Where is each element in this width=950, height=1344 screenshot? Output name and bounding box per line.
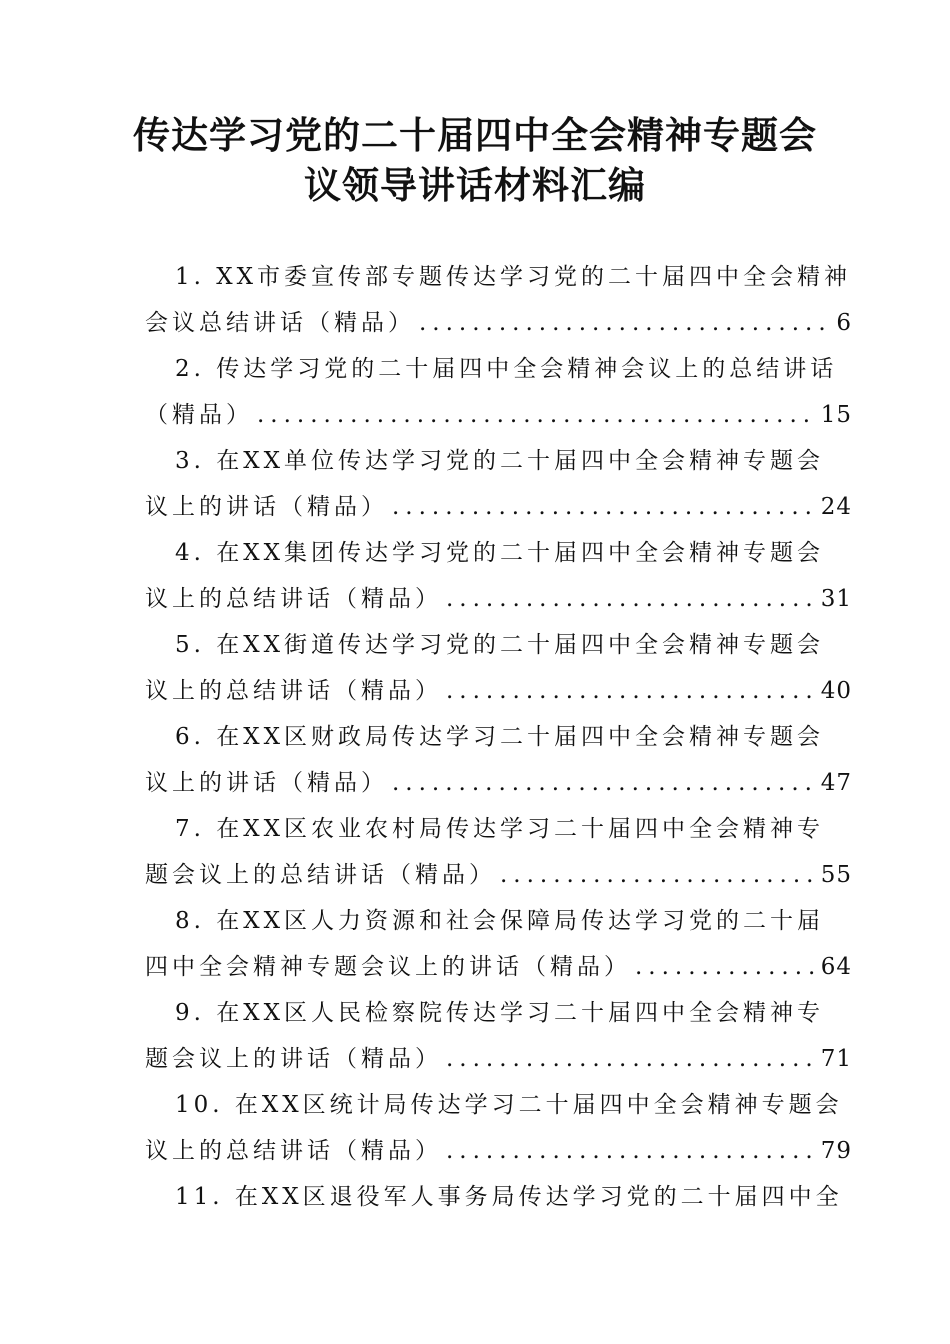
toc-leader-dots [446, 1128, 817, 1174]
toc-entry-7-line-2[interactable] [145, 852, 852, 898]
toc-entry-3-line-2[interactable] [145, 484, 852, 530]
toc-entry-6-page: 47 [820, 770, 852, 796]
toc-entry-3-text: 议上的讲话（精品） [145, 494, 388, 520]
toc-leader-dots [257, 392, 817, 438]
title-line-2: 议领导讲话材料汇编 [304, 163, 646, 207]
toc-entry-7-page: 55 [820, 862, 852, 888]
toc-entry-2-text: （精品） [145, 402, 253, 428]
toc-leader-dots [419, 300, 832, 346]
toc-entry-5-page: 40 [820, 678, 852, 704]
toc-entry-1-line-2[interactable] [145, 300, 852, 346]
toc-entry-8-line-1[interactable]: 8. 在XX区人力资源和社会保障局传达学习党的二十届 [175, 908, 825, 934]
toc-leader-dots [635, 944, 817, 990]
toc-entry-5-line-2[interactable] [145, 668, 852, 714]
toc-entry-8-line-2[interactable] [145, 944, 852, 990]
toc-entry-9-page: 71 [820, 1046, 852, 1072]
toc-leader-dots [446, 576, 817, 622]
toc-entry-2-page: 15 [820, 402, 852, 428]
toc-entry-5-text: 议上的总结讲话（精品） [145, 678, 442, 704]
toc-entry-8-text: 四中全会精神专题会议上的讲话（精品） [145, 954, 631, 980]
toc-leader-dots [392, 760, 817, 806]
toc-entry-4-line-2[interactable] [145, 576, 852, 622]
toc-entry-10-text: 议上的总结讲话（精品） [145, 1138, 442, 1164]
toc-leader-dots [446, 668, 817, 714]
toc-entry-1-line-1[interactable]: 1. XX市委宣传部专题传达学习党的二十届四中全会精神 [175, 264, 852, 290]
table-of-contents [145, 254, 852, 1220]
toc-entry-2-line-2[interactable] [145, 392, 852, 438]
toc-entry-6-line-1[interactable]: 6. 在XX区财政局传达学习二十届四中全会精神专题会 [175, 724, 825, 750]
toc-entry-10-line-1[interactable]: 10. 在XX区统计局传达学习二十届四中全会精神专题会 [175, 1092, 843, 1118]
toc-entry-1-text: 会议总结讲话（精品） [145, 310, 415, 336]
toc-entry-3-line-1[interactable]: 3. 在XX单位传达学习党的二十届四中全会精神专题会 [175, 448, 825, 474]
toc-entry-3-page: 24 [820, 494, 852, 520]
toc-entry-4-page: 31 [820, 586, 852, 612]
toc-entry-1-page: 6 [836, 310, 852, 336]
toc-entry-8-page: 64 [820, 954, 852, 980]
toc-entry-6-line-2[interactable] [145, 760, 852, 806]
toc-entry-9-text: 题会议上的讲话（精品） [145, 1046, 442, 1072]
toc-leader-dots [446, 1036, 817, 1082]
toc-entry-7-text: 题会议上的总结讲话（精品） [145, 862, 496, 888]
toc-entry-4-line-1[interactable]: 4. 在XX集团传达学习党的二十届四中全会精神专题会 [175, 540, 825, 566]
document-title [0, 110, 950, 210]
toc-entry-6-text: 议上的讲话（精品） [145, 770, 388, 796]
toc-entry-10-line-2[interactable] [145, 1128, 852, 1174]
toc-entry-5-line-1[interactable]: 5. 在XX街道传达学习党的二十届四中全会精神专题会 [175, 632, 825, 658]
toc-entry-2-line-1[interactable]: 2. 传达学习党的二十届四中全会精神会议上的总结讲话 [175, 356, 838, 382]
toc-entry-9-line-1[interactable]: 9. 在XX区人民检察院传达学习二十届四中全会精神专 [175, 1000, 825, 1026]
toc-entry-10-page: 79 [820, 1138, 852, 1164]
toc-entry-4-text: 议上的总结讲话（精品） [145, 586, 442, 612]
toc-leader-dots [500, 852, 817, 898]
title-line-1: 传达学习党的二十届四中全会精神专题会 [133, 113, 817, 157]
toc-entry-9-line-2[interactable] [145, 1036, 852, 1082]
toc-entry-11-line-1[interactable]: 11. 在XX区退役军人事务局传达学习党的二十届四中全 [175, 1184, 843, 1210]
toc-leader-dots [392, 484, 817, 530]
toc-entry-7-line-1[interactable]: 7. 在XX区农业农村局传达学习二十届四中全会精神专 [175, 816, 825, 842]
